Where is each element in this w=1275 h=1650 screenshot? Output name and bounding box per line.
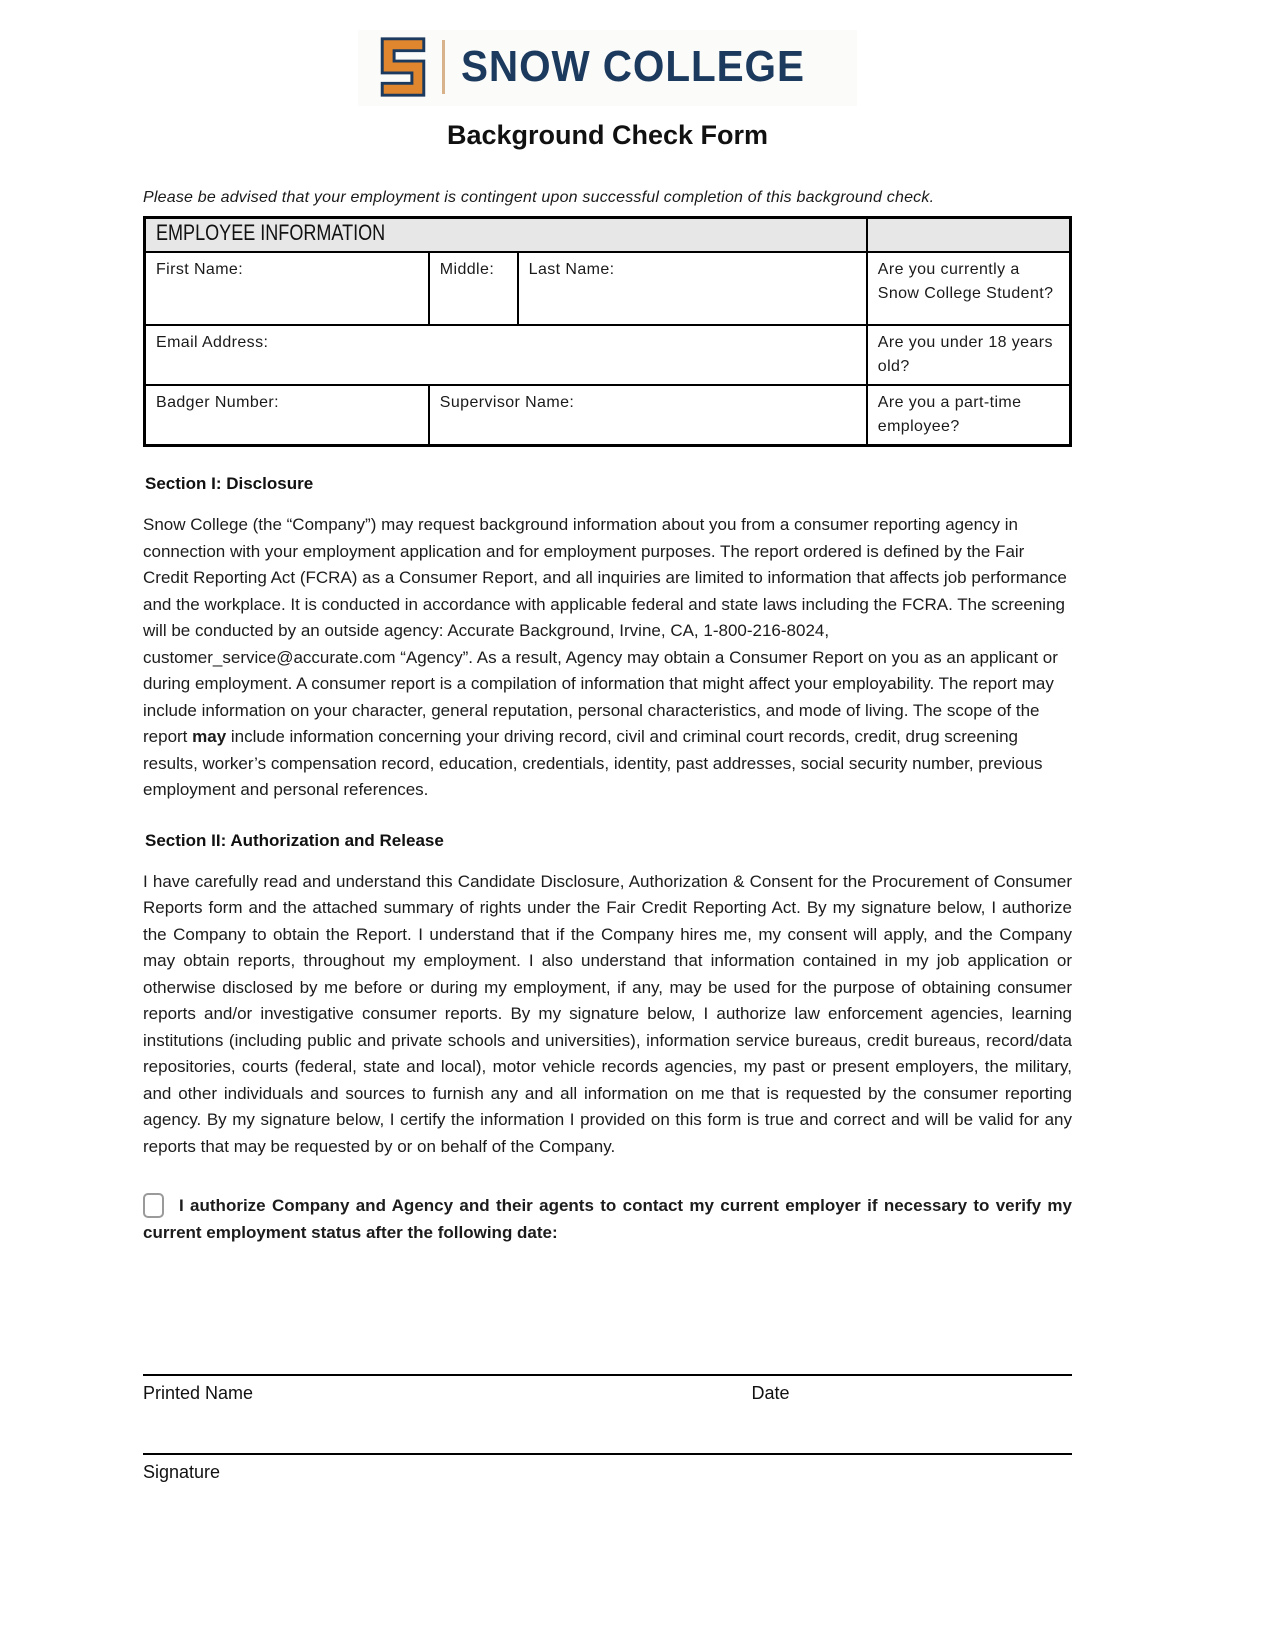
- section1-body: [143, 512, 1072, 804]
- first-name-field: First Name:: [145, 252, 429, 325]
- middle-field: Middle:: [429, 252, 518, 325]
- table-row: [145, 385, 1071, 446]
- printed-name-date-labels: [143, 1376, 1072, 1406]
- section2-heading: Section II: Authorization and Release: [145, 830, 444, 850]
- snow-college-wordmark: SNOW COLLEGE: [461, 42, 805, 91]
- logo: [143, 0, 1072, 106]
- page-title: Background Check Form: [446, 120, 769, 150]
- authorization-label: I authorize Company and Agency and their agents to contact my current employer if necessary to verify my current employment status after the following date:: [143, 1196, 1072, 1242]
- date-label: Date: [751, 1383, 790, 1403]
- signature-label: Signature: [143, 1462, 221, 1482]
- section2-body: I have carefully read and understand this Candidate Disclosure, Authorization & Consent for the Procurement of Consumer Reports form and the attached summary of rights under the Fair Credit Reporting Act. By my signature below, I authorize the Company to obtain the Report. I understand that if the Company hires me, my consent will apply, and the Company may obtain reports, throughout my employment. I also understand that information contained in my job application or otherwise disclosed by me before or during my employment, if any, may be used for the purpose of obtaining consumer reports and/or investigative consumer reports. By my signature below, I authorize law enforcement agencies, learning institutions (including public and private schools and universities), information service bureaus, credit bureaus, record/data repositories, courts (federal, state and local), motor vehicle records agencies, my past or present employers, the military, and other individuals and sources to furnish any and all information on me that is requested by the consumer reporting agency. By my signature below, I certify the information I provided on this form is true and correct and will be valid for any reports that may be requested by or on behalf of the Company.: [143, 871, 1072, 1156]
- section1-body-text-after: include information concerning your driving record, civil and criminal court records, credit, drug screening results, worker’s compensation record, education, credentials, identity, past addresses, social security number, previous employment and personal references.: [143, 727, 1043, 799]
- supervisor-name-field: Supervisor Name:: [429, 385, 867, 446]
- badger-number-field: Badger Number:: [145, 385, 429, 446]
- logo-divider: [442, 40, 445, 94]
- table-header-row: [145, 218, 1071, 253]
- contingency-notice: Please be advised that your employment is contingent upon successful completion of this background check.: [143, 189, 935, 206]
- section1-heading: Section I: Disclosure: [145, 474, 314, 493]
- employee-information-table: [143, 216, 1072, 447]
- question-under18-cell: Are you under 18 years old?: [867, 325, 1071, 385]
- employee-information-header-label: EMPLOYEE INFORMATION: [156, 220, 386, 245]
- signature-block: [143, 1374, 1072, 1485]
- header-spacer-cell: [867, 218, 1071, 253]
- document-page: [143, 0, 1072, 1485]
- section1-body-bold: may: [192, 727, 227, 746]
- last-name-field: Last Name:: [518, 252, 867, 325]
- authorize-contact-checkbox[interactable]: [143, 1193, 164, 1218]
- email-address-field: Email Address:: [145, 325, 867, 385]
- question-parttime-cell: Are you a part-time employee?: [867, 385, 1071, 446]
- snow-college-s-icon: [380, 36, 426, 98]
- employee-information-header-cell: [145, 218, 867, 253]
- logo-box: [358, 30, 857, 106]
- question-student-cell: Are you currently a Snow College Student?: [867, 252, 1071, 325]
- authorization-statement: [143, 1192, 1072, 1246]
- section1-body-text: Snow College (the “Company”) may request background information about you from a consumer reporting agency in connection with your employment application and for employment purposes. The report ordered is defined by the Fair Credit Reporting Act (FCRA) as a Consumer Report, and all inquiries are limited to information that affects job performance and the workplace. It is conducted in accordance with applicable federal and state laws including the FCRA. The screening will be conducted by an outside agency: Accurate Background, Irvine, CA, 1-800-216-8024, customer_service@accurate.com “Agency”. As a result, Agency may obtain a Consumer Report on you as an applicant or during employment. A consumer report is a compilation of information that might affect your employability. The report may include information on your character, general reputation, personal characteristics, and mode of living. The scope of the report: [143, 515, 1067, 746]
- signature-labels: [143, 1455, 1072, 1485]
- table-row: [145, 325, 1071, 385]
- signature-spacer: [143, 1406, 1072, 1453]
- printed-name-label: Printed Name: [143, 1383, 254, 1403]
- table-row: [145, 252, 1071, 325]
